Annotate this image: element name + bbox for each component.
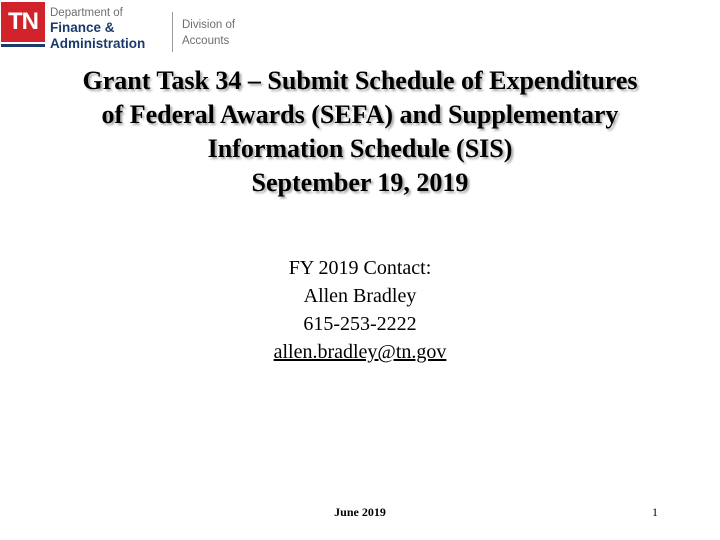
logo-division-text: Division of (182, 19, 236, 31)
logo-finance-text: Finance & (50, 20, 115, 35)
title-line-2: of Federal Awards (SEFA) and Supplementary (101, 100, 619, 129)
title-line-3: Information Schedule (SIS) (207, 134, 513, 163)
tn-badge (1, 2, 45, 42)
logo-accounts-text: Accounts (182, 35, 230, 47)
contact-label: FY 2019 Contact: (288, 257, 432, 279)
tn-finance-logo (0, 0, 250, 60)
footer-date: June 2019 (334, 505, 386, 519)
slide-title (0, 64, 720, 200)
logo-divider (172, 12, 173, 52)
tn-badge-text: TN (8, 8, 38, 35)
contact-name: Allen Bradley (303, 285, 417, 307)
logo-department-text: Department of (50, 7, 123, 19)
contact-email-link[interactable]: allen.bradley@tn.gov (273, 341, 447, 363)
title-line-1: Grant Task 34 – Submit Schedule of Expenditures (82, 66, 638, 95)
title-date: September 19, 2019 (251, 168, 469, 197)
badge-stripe (1, 44, 45, 47)
page-number: 1 (652, 505, 658, 519)
contact-block (0, 254, 720, 366)
contact-phone: 615-253-2222 (303, 313, 417, 335)
logo-administration-text: Administration (50, 36, 146, 51)
